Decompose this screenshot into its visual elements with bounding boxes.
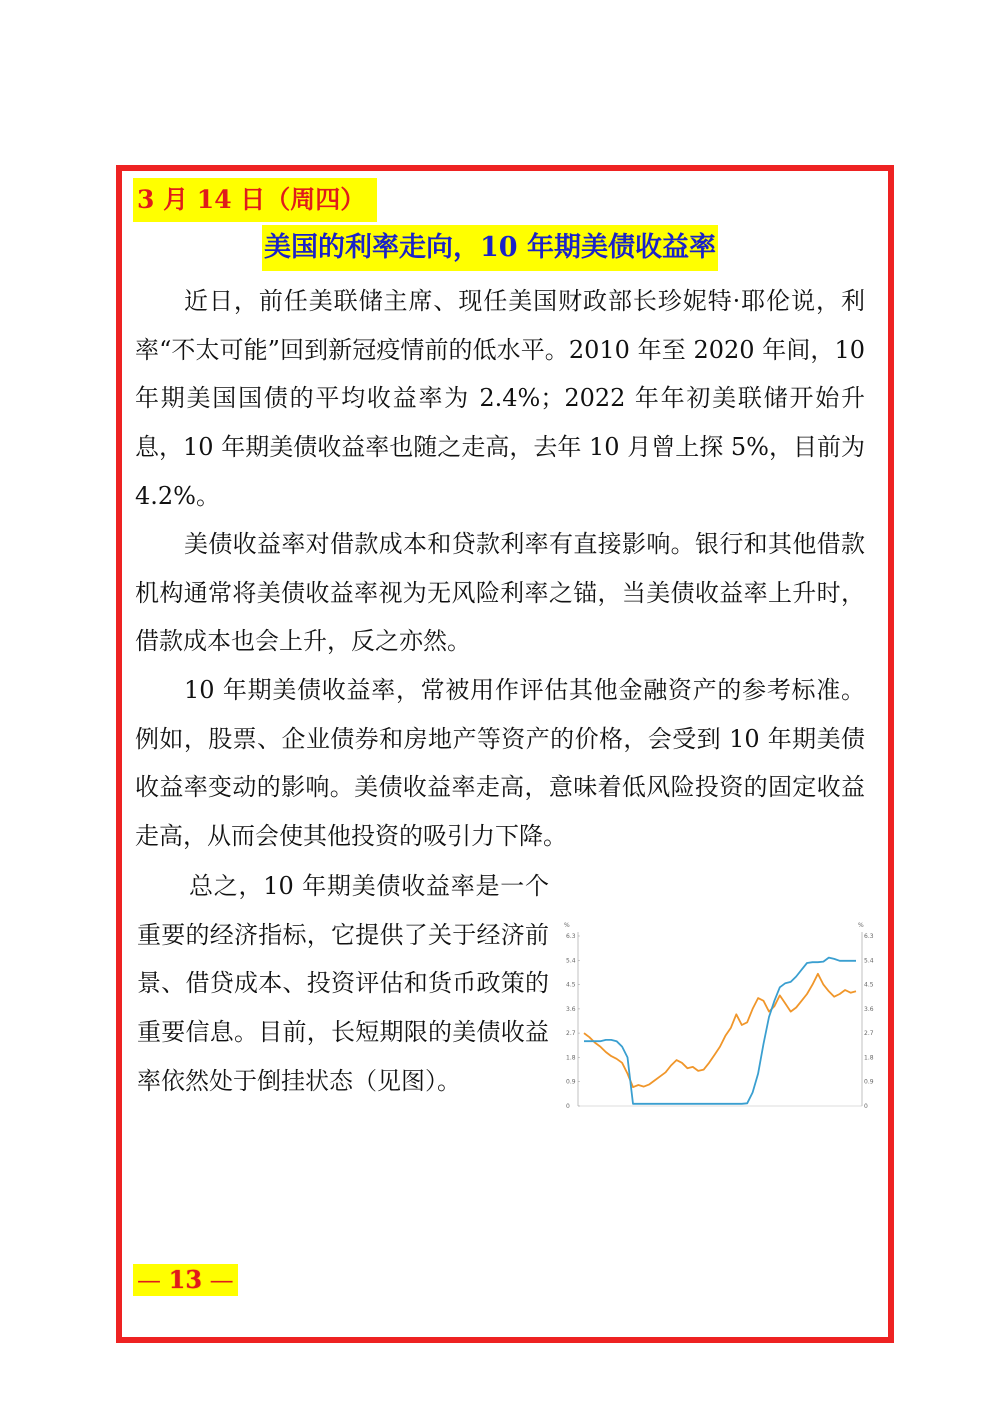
y-tick-right: 3.6 [864,1005,874,1013]
y-tick-left: 0.9 [566,1078,576,1086]
y-tick-right: 2.7 [864,1030,874,1038]
y-tick-left: 4.5 [566,981,576,989]
paragraph-1: 近日，前任美联储主席、现任美国财政部长珍妮特·耶伦说，利率“不太可能”回到新冠疫情前的低水平。2010 年至 2020 年间，10 年期美国国债的平均收益率为 2.4%；2022 年年初美联储开始升息，10 年期美债收益率也随之走高，去年 10 月曾上探 5%，目前为 4.2%。 [135,287,865,510]
page-number [133,1264,238,1296]
page-number-value: 13 [168,1265,203,1294]
y-tick-right: 0 [864,1103,868,1110]
y-axis-label-left: % [564,922,570,929]
yield-chart [562,918,878,1116]
y-tick-left: 3.6 [566,1005,576,1013]
y-tick-left: 6.3 [566,933,576,940]
y-tick-right: 1.8 [864,1054,874,1062]
y-tick-right: 6.3 [864,933,874,940]
y-tick-left: 5.4 [566,957,576,965]
y-tick-right: 5.4 [864,957,874,965]
y-tick-left: 2.7 [566,1030,576,1038]
date-label: 3 月 14 日（周四） [133,178,377,222]
paragraph-3: 10 年期美债收益率，常被用作评估其他金融资产的参考标准。例如，股票、企业债券和房地产等资产的价格，会受到 10 年期美债收益率变动的影响。美债收益率走高，意味着低风险投资的固定收益走高，从而会使其他投资的吸引力下降。 [135,676,865,851]
y-tick-left: 0 [566,1103,570,1110]
page-number-prefix: — [137,1266,169,1294]
series-line-1 [584,974,856,1087]
article-title: 美国的利率走向，10 年期美债收益率 [262,225,718,271]
y-tick-right: 0.9 [864,1078,874,1086]
paragraph-4: 总之，10 年期美债收益率是一个重要的经济指标，它提供了关于经济前景、借贷成本、投资评估和货币政策的重要信息。目前，长短期限的美债收益率依然处于倒挂状态（见图）。 [137,872,549,1095]
paragraph-2: 美债收益率对借款成本和贷款利率有直接影响。银行和其他借款机构通常将美债收益率视为无风险利率之锚，当美债收益率上升时，借款成本也会上升，反之亦然。 [135,530,865,656]
y-tick-left: 1.8 [566,1054,576,1062]
y-axis-label-right: % [858,922,864,929]
y-tick-right: 4.5 [864,981,874,989]
page-number-suffix: — [202,1266,234,1294]
